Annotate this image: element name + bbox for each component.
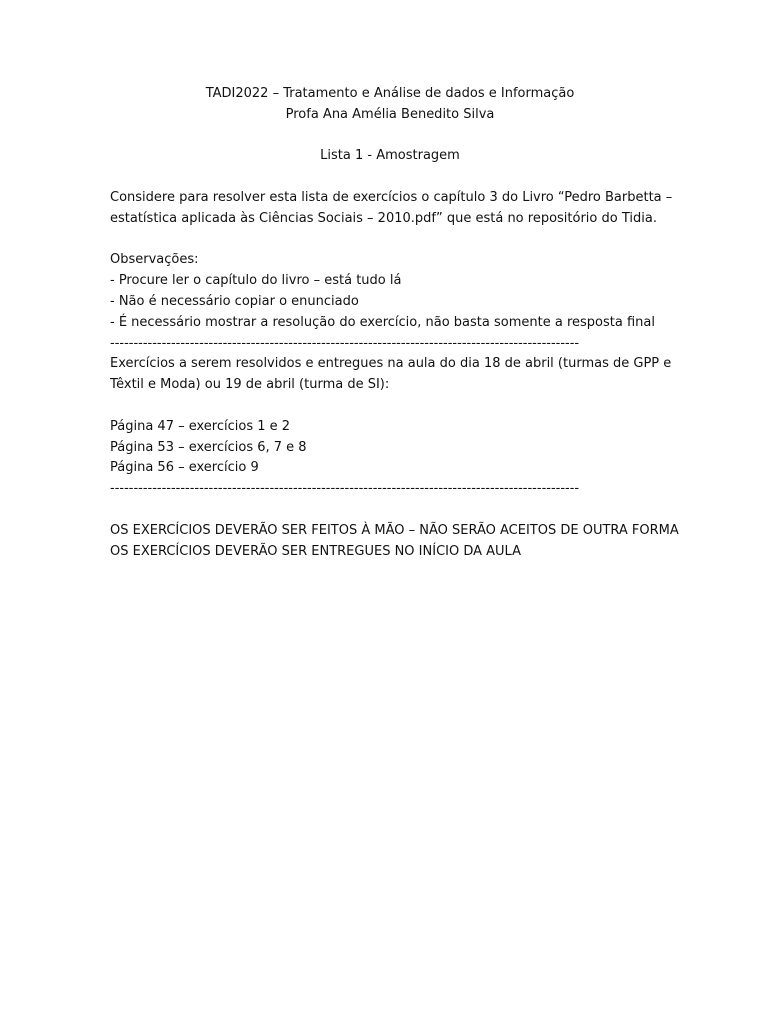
blank-line [110, 500, 670, 521]
list-title: Lista 1 - Amostragem [320, 148, 460, 164]
document-page [110, 84, 679, 562]
blank-line [110, 396, 670, 417]
exercise-item: Página 53 – exercícios 6, 7 e 8 [110, 439, 307, 455]
exercise-item: Página 56 – exercício 9 [110, 460, 259, 476]
intro-line-1: Considere para resolver esta lista de exercícios o capítulo 3 do Livro “Pedro Barbetta – [110, 189, 673, 205]
observation-item: - É necessário mostrar a resolução do exercício, não basta somente a resposta final [110, 314, 655, 330]
observations-heading: Observações: [110, 252, 199, 268]
dashed-separator: ---------------------------------------------------------------------------------------------------- [110, 335, 580, 351]
course-title: TADI2022 – Tratamento e Análise de dados e Informação [205, 86, 575, 101]
assignment-line-2: Têxtil e Moda) ou 19 de abril (turma de SI): [110, 377, 390, 393]
notice-line: OS EXERCÍCIOS DEVERÃO SER FEITOS À MÃO – NÃO SERÃO ACEITOS DE OUTRA FORMA [110, 522, 679, 538]
observation-item: - Procure ler o capítulo do livro – está tudo lá [110, 273, 402, 289]
observation-item: - Não é necessário copiar o enunciado [110, 293, 359, 309]
exercise-item: Página 47 – exercícios 1 e 2 [110, 418, 291, 434]
notice-line: OS EXERCÍCIOS DEVERÃO SER ENTREGUES NO INÍCIO DA AULA [110, 543, 521, 559]
blank-line [110, 230, 670, 251]
blank-line [110, 126, 670, 147]
dashed-separator: ---------------------------------------------------------------------------------------------------- [110, 481, 580, 497]
assignment-line-1: Exercícios a serem resolvidos e entregues na aula do dia 18 de abril (turmas de GPP e [110, 356, 672, 372]
intro-line-2: estatística aplicada às Ciências Sociais – 2010.pdf” que está no repositório do Tidia. [110, 210, 657, 226]
blank-line [110, 167, 670, 188]
teacher-name: Profa Ana Amélia Benedito Silva [285, 106, 495, 122]
